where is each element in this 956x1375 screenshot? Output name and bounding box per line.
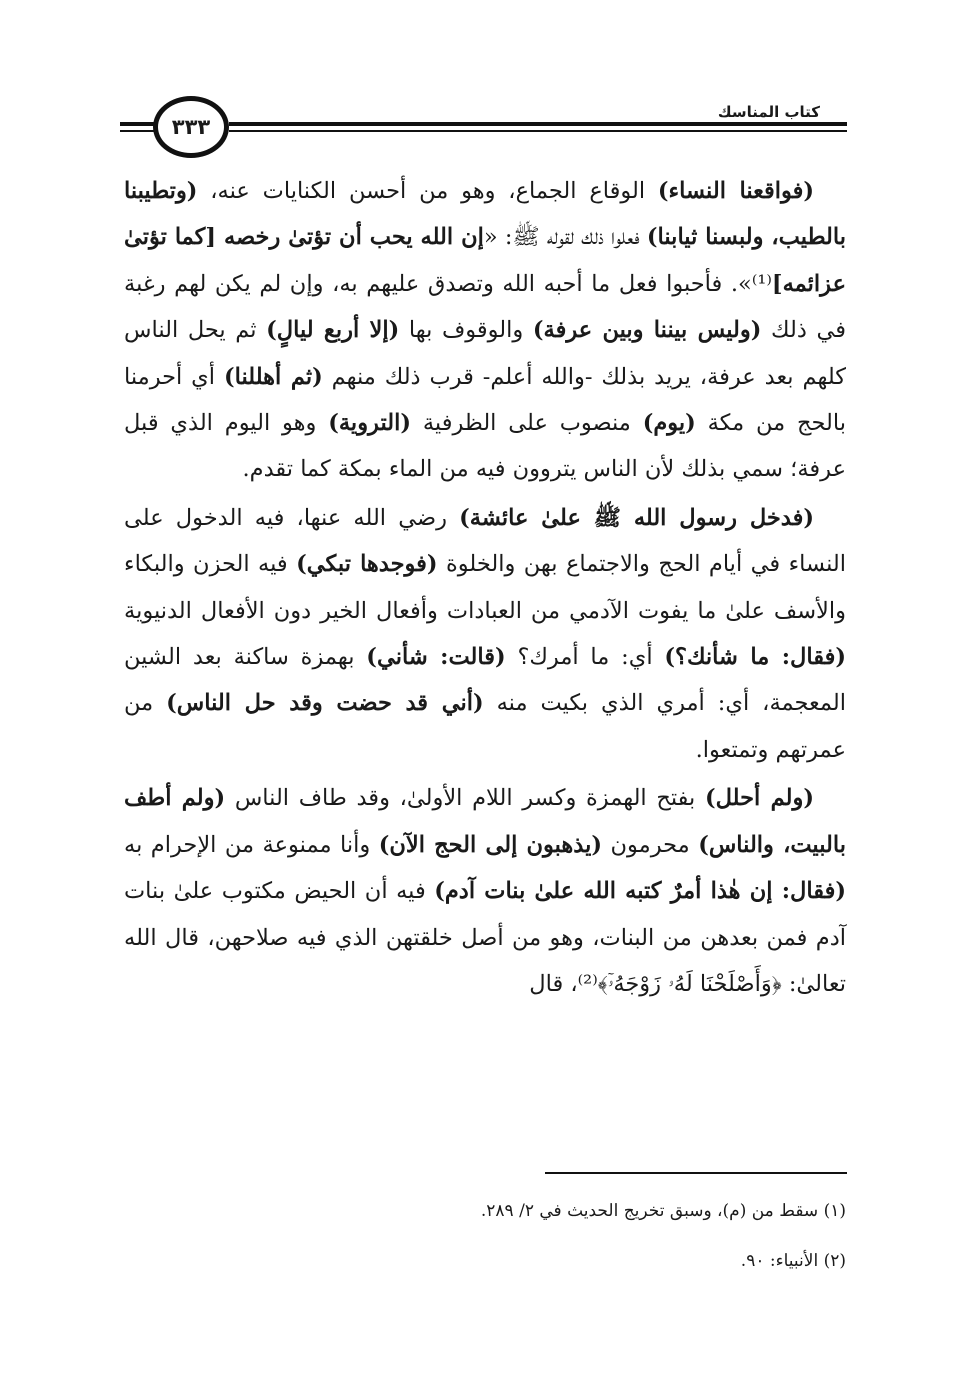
commentary-text: منصوب على الظرفية xyxy=(411,410,643,437)
bold-quote: (فواقعنا النساء) xyxy=(657,178,814,204)
commentary-text: من عمرتهم وتمتعوا. xyxy=(124,690,846,763)
bold-quote: (إلا أربع ليالٍ) xyxy=(266,317,400,344)
commentary-text: أي أحرمنا بالحج من مكة xyxy=(124,363,847,437)
footnote-divider xyxy=(545,1172,847,1174)
bold-quote: (ولم أحلل) xyxy=(705,785,814,812)
page-number: ٣٣٣ xyxy=(153,96,229,158)
commentary-text: محرمون xyxy=(602,831,699,858)
commentary-text: ثم يحل الناس كلهم بعد عرفة، يريد بذلك -والله أعلم- قرب ذلك منهم xyxy=(124,317,846,390)
bold-quote: (التروية) xyxy=(328,410,412,437)
header-rule-left-thick xyxy=(120,122,156,126)
header-rule-left-thin xyxy=(120,130,156,132)
bold-quote: (فقال: ما شأنك؟) xyxy=(664,644,847,671)
commentary-text: بفتح الهمزة وكسر اللام الأولىٰ، وقد طاف الناس xyxy=(225,785,705,812)
commentary-text: رضي الله عنها، فيه الدخول على النساء في أيام الحج والاجتماع بهن والخلوة xyxy=(124,504,846,578)
paragraph xyxy=(124,168,846,493)
bold-quote: (فقال: إن هٰذا أمرٌ كتبه الله علىٰ بنات آدم) xyxy=(434,878,846,905)
commentary-text: أي: ما أمرك؟ xyxy=(505,644,665,671)
commentary-text: فيه أن الحيض مكتوب علىٰ بنات آدم فمن بعدهن من البنات، وهو من أصل خلقتهن الذي فيه صلاحهن، قال الله تعالىٰ: ﴿وَأَصْلَحْنَا لَهُۥ زَوْجَهُۥٓ﴾⁽²⁾، قال xyxy=(124,878,846,997)
bold-quote: (قالت: شأني) xyxy=(366,644,506,671)
bold-quote: (فوجدها تبكي) xyxy=(296,551,438,578)
commentary-text: الوقاع الجماع، وهو من أحسن الكنايات عنه، xyxy=(197,178,658,204)
page-header xyxy=(0,0,956,170)
footnotes xyxy=(124,1186,846,1286)
footnote-1: (١) سقط من (م)، وسبق تخريج الحديث في ٢/ ٢٨٩. xyxy=(480,1201,846,1221)
bold-quote: (وتطيبنا بالطيب، ولبسنا ثيابنا) xyxy=(124,178,846,251)
bold-quote: (وليس بيننا وبين عرفة) xyxy=(532,317,762,344)
paragraph xyxy=(124,775,846,1007)
main-text xyxy=(124,168,846,1007)
commentary-text: فعلوا ذلك لقوله ﷺ: « xyxy=(483,224,647,251)
bold-quote: (فدخل رسول الله ﷺ علىٰ عائشة) xyxy=(459,504,814,531)
commentary-text: ⁽¹⁾». فأحبوا فعل ما أحبه الله وتصدق عليهم به، وإن لم يكن لهم رغبة في ذلك xyxy=(124,270,846,344)
header-rule-right-thick xyxy=(229,122,847,126)
bold-quote: (ولم أطف بالبيت، والناس) xyxy=(124,785,846,858)
commentary-text: والوقوف بها xyxy=(399,317,533,344)
commentary-text: فيه الحزن والبكاء والأسف علىٰ ما يفوت الآدمي من العبادات وأفعال الخير دون الأفعال الدنيوية xyxy=(124,551,846,624)
bold-quote: (أني قد حضت وقد حل الناس) xyxy=(166,690,484,717)
bold-quote: (ثم أهللنا) xyxy=(223,363,323,390)
commentary-text: وأنا ممنوعة من الإحرام به xyxy=(124,831,379,858)
header-rule-right-thin xyxy=(229,130,847,132)
bold-quote: إن الله يحب أن تؤتىٰ رخصه [كما تؤتىٰ عزائمه] xyxy=(124,224,846,297)
running-title: كتاب المناسك xyxy=(710,103,828,121)
paragraph xyxy=(124,495,846,773)
commentary-text: وهو اليوم الذي قبل عرفة؛ سمي بذلك لأن الناس يتروون فيه من الماء بمكة كما تقدم. xyxy=(124,410,846,483)
bold-quote: (يذهبون إلى الحج الآن) xyxy=(378,831,603,858)
footnote-2: (٢) الأنبياء: ٩٠. xyxy=(740,1251,846,1271)
commentary-text: بهمزة ساكنة بعد الشين المعجمة، أي: أمري الذي بكيت منه xyxy=(124,644,847,717)
bold-quote: (يوم) xyxy=(642,410,696,437)
